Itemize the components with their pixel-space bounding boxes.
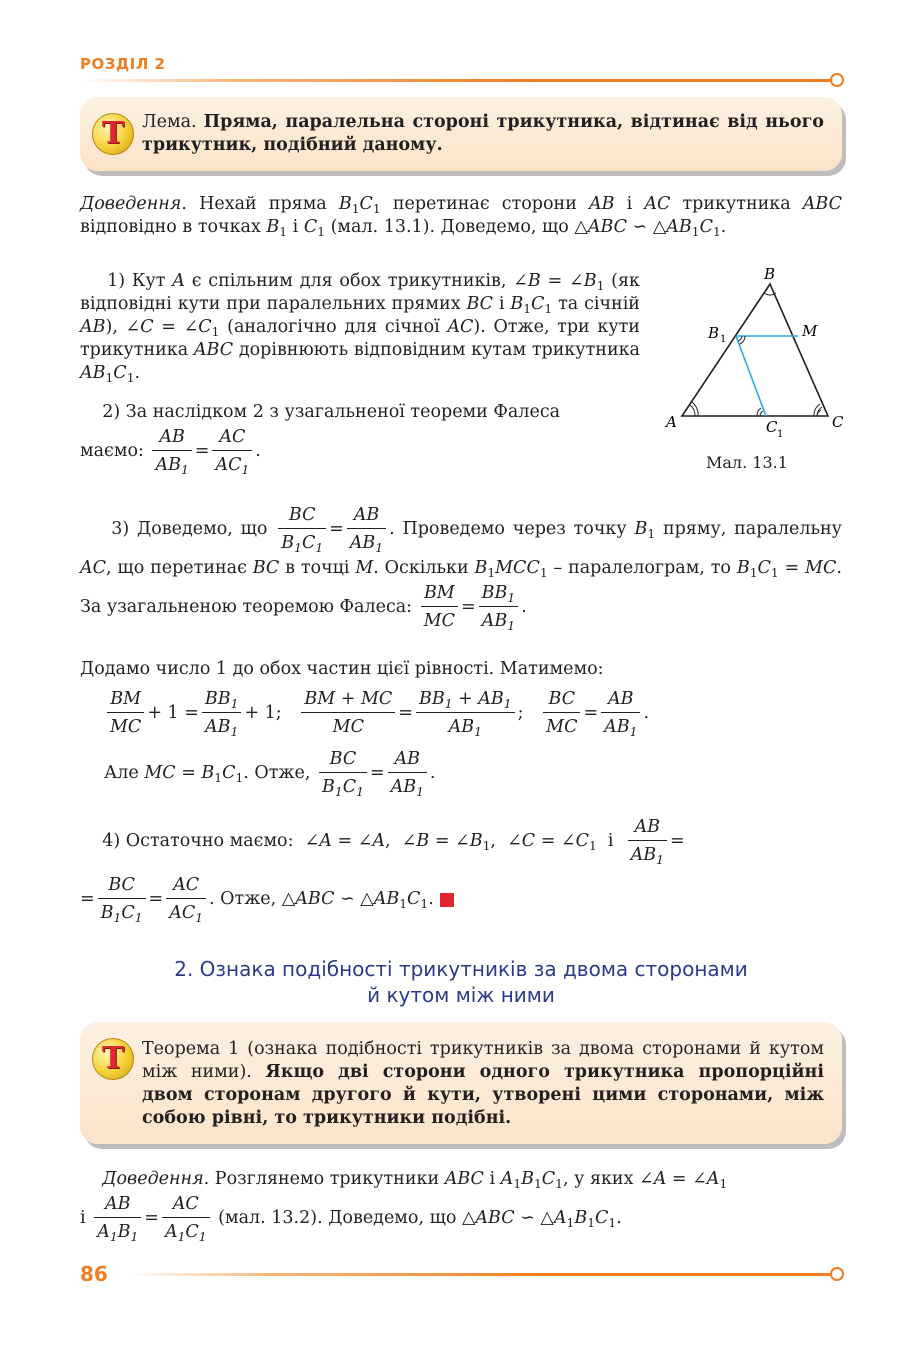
proof-step-4-cont: = $\frac{BC}{B_1C_1}$ = $\frac{AC}{AC_1}$ . Отже, △ABC ∽ $\triangle AB_1C_1$. (80, 872, 842, 927)
fraction: $\frac{BC}{B_1C_1}$ (278, 502, 326, 557)
figure-label-C: C (832, 413, 844, 431)
proof-step-3-conclusion: Але MC = $B_1C_1$. Отже, $\frac{BC}{B_1C_1}$ = $\frac{AB}{AB_1}$ . (104, 746, 844, 801)
section-heading: 2. Ознака подібності трикутників за двома сторонами й кутом між ними (174, 957, 748, 1007)
theorem-box (80, 1022, 842, 1144)
proof-step-3-add: Додамо число 1 до обох частин цієї рівності. Матимемо: (80, 659, 604, 679)
lemma-text (142, 111, 824, 157)
footer-rule (130, 1273, 830, 1276)
theorem-text (142, 1038, 824, 1130)
figure-label-B: B (764, 265, 776, 283)
fraction: $\frac{AC}{AC_1}$ (212, 424, 252, 479)
figure-label-A: A (666, 413, 677, 431)
page-number: 86 (80, 1262, 108, 1286)
header-rule (80, 79, 830, 82)
fraction: $\frac{BM}{MC}$ (421, 580, 458, 635)
proof-intro: Доведення. Нехай пряма $B_1C_1$ перетинає сторони AB і AC трикутника ABC відповідно в точках $B_1$ і $C_1$ (мал. 13.1). Доведемо, що △ABC ∽ $\triangle AB_1C_1$. (80, 194, 842, 239)
fraction: $\frac{AB}{AB_1}$ (152, 424, 191, 479)
lemma-label: Лема. (142, 112, 197, 132)
fraction: $\frac{BB_1}{AB_1}$ (479, 580, 519, 635)
proof-step-1: 1) Кут A є спільним для обох трикутників, ∠B = $\angle B_1$ (як відповідні кути при паралельних прямих BC і $B_1C_1$ та січній AB), ∠C = $\angle C_1$ (аналогічно для січної AC). Отже, три кути трикутника ABC дорівнюють відповідним кутам трикутника $AB_1C_1$. (80, 271, 640, 385)
proof-step-3-equations: $\frac{BM}{MC}$ + 1 = $\frac{BB_1}{AB_1}$ + 1; $\frac{BM + MC}{MC}$ = $\frac{BB_1 + AB_1}{AB_1}$ ; $\frac{BC}{MC}$ = $\frac{AB}{AB_1}$ . (104, 686, 844, 741)
proof-step-3: 3) Доведемо, що $\frac{BC}{B_1C_1}$ = $\frac{AB}{AB_1}$ . Проведемо через точку $B_1$ пряму, паралельну AC, що перетинає BC в точці M. Оскільки $B_1MCC_1$ – паралелограм, то $B_1C_1$ = MC. За узагальненою теоремою Фалеса: $\frac{BM}{MC}$ = $\frac{BB_1}{AB_1}$ . (80, 502, 842, 635)
svg-text:1: 1 (720, 334, 727, 345)
proof2-text: Доведення. Розглянемо трикутники ABC і $A_1B_1C_1$, у яких ∠A = $\angle A_1$ і $\frac{AB}{A_1B_1}$ = $\frac{AC}{A_1C_1}$ (мал. 13.2). Доведемо, що △ABC ∽ $\triangle A_1B_1C_1$. (80, 1169, 728, 1244)
section-label: РОЗДІЛ 2 (80, 55, 166, 73)
theorem-label: Теорема 1 (ознака подібності трикутників за двома сторонами й кутом між ними). (142, 1039, 824, 1082)
fraction: $\frac{AB}{AB_1}$ (347, 502, 386, 557)
theorem-statement: Якщо дві сторони одного трикутника пропорційні двом сторонам другого й кути, утворені цими сторонами, між собою рівні, то трикутники подібні. (142, 1062, 824, 1128)
footer-rule-dot (830, 1267, 844, 1281)
figure-label-B1: B (708, 324, 720, 342)
lemma-box (80, 97, 842, 171)
qed-square-icon (440, 893, 454, 907)
proof-step-4: 4) Остаточно маємо: ∠A = ∠A, ∠B = $\angle B_1$, ∠C = $\angle C_1$ і $\frac{AB}{AB_1}$ = (80, 814, 842, 869)
proof-step-2: 2) За наслідком 2 з узагальненої теореми Фалеса маємо: $\frac{AB}{AB_1}$ = $\frac{AC}{AC_1}$ . (80, 402, 561, 477)
theorem-badge-icon: Т (92, 1038, 134, 1080)
header-rule-dot (830, 73, 844, 87)
figure-label-M: M (802, 322, 818, 340)
lemma-statement: Пряма, паралельна стороні трикутника, відтинає від нього трикутник, подібний даному. (142, 112, 824, 155)
theorem-badge-icon: Т (92, 113, 134, 155)
svg-text:1: 1 (777, 429, 784, 440)
figure-label-C1: C (766, 418, 778, 436)
figure-13-1 (660, 264, 860, 464)
figure-caption: Мал. 13.1 (706, 453, 788, 472)
